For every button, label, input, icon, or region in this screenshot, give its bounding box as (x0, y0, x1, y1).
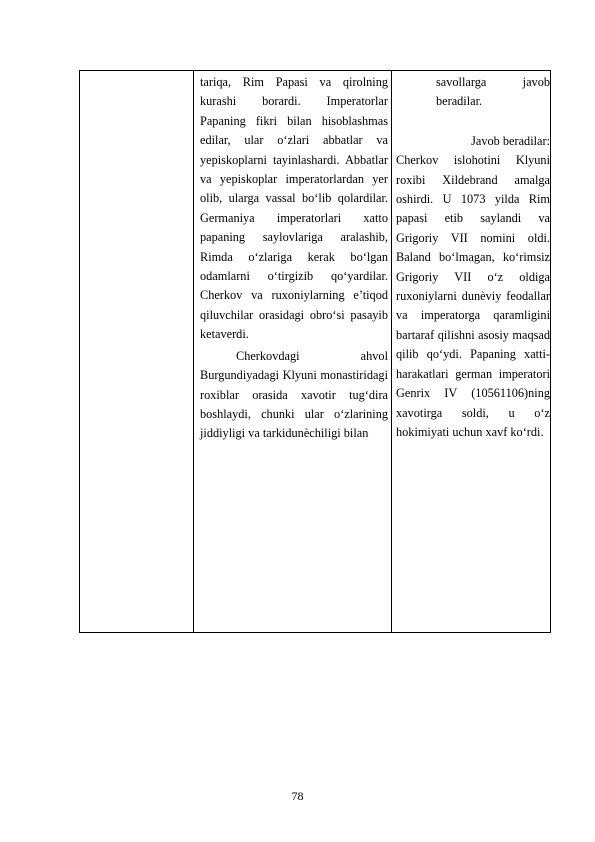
paragraph: Cherkov islohotini Klyuni roxibi Xildebrand amalga oshirdi. U 1073 yilda Rim papasi etib saylandi va Grigoriy VII nomini oldi. Baland bo‘lmagan, ko‘rimsiz Grigoriy VII o‘z oldiga ruxoniylarni dunèviy feodallar va imperatorga qaramligini bartaraf qilishni asosiy maqsad qilib qo‘ydi. Papaning xatti-harakatlari german imperatori Genrix IV (10561106)ning xavotirga soldi, u o‘z hokimiyati uchun xavf ko‘rdi. (396, 153, 550, 439)
bullet-item: savollarga javob beradilar. (436, 75, 550, 109)
paragraph: Cherkovdagi ahvol Burgundiyadagi Klyuni monastiridagi roxiblar orasida xavotir tug‘dira boshlaydi, chunki ular o‘zlarining jiddiyligi va tarkidunèchiligi bilan (200, 348, 388, 441)
right-column-text (396, 73, 550, 442)
content-table (79, 70, 551, 633)
paragraph: tariqa, Rim Papasi va qirolning kurashi borardi. Imperatorlar Papaning fikri bilan hisoblashmas edilar, ular o‘zlari abbatlar va yepiskoplarni tayinlashardi. Abbatlar va yepiskoplar imperatorlardan yer olib, ularga vassal bo‘lib qolardilar. Germaniya imperatorlari xatto papaning saylovlariga aralashib, Rimda o‘zlariga kerak bo‘lgan odamlarni o‘tirgizib qo‘yardilar. Cherkov va ruxoniylarning e’tiqod qiluvchilar orasidagi obro‘si pasayib ketaverdi. (200, 75, 388, 342)
middle-column-text (200, 73, 388, 444)
page-number: 78 (291, 789, 304, 803)
section-heading: Javob beradilar: (471, 133, 550, 148)
column-divider (193, 71, 194, 632)
column-divider (391, 71, 392, 632)
